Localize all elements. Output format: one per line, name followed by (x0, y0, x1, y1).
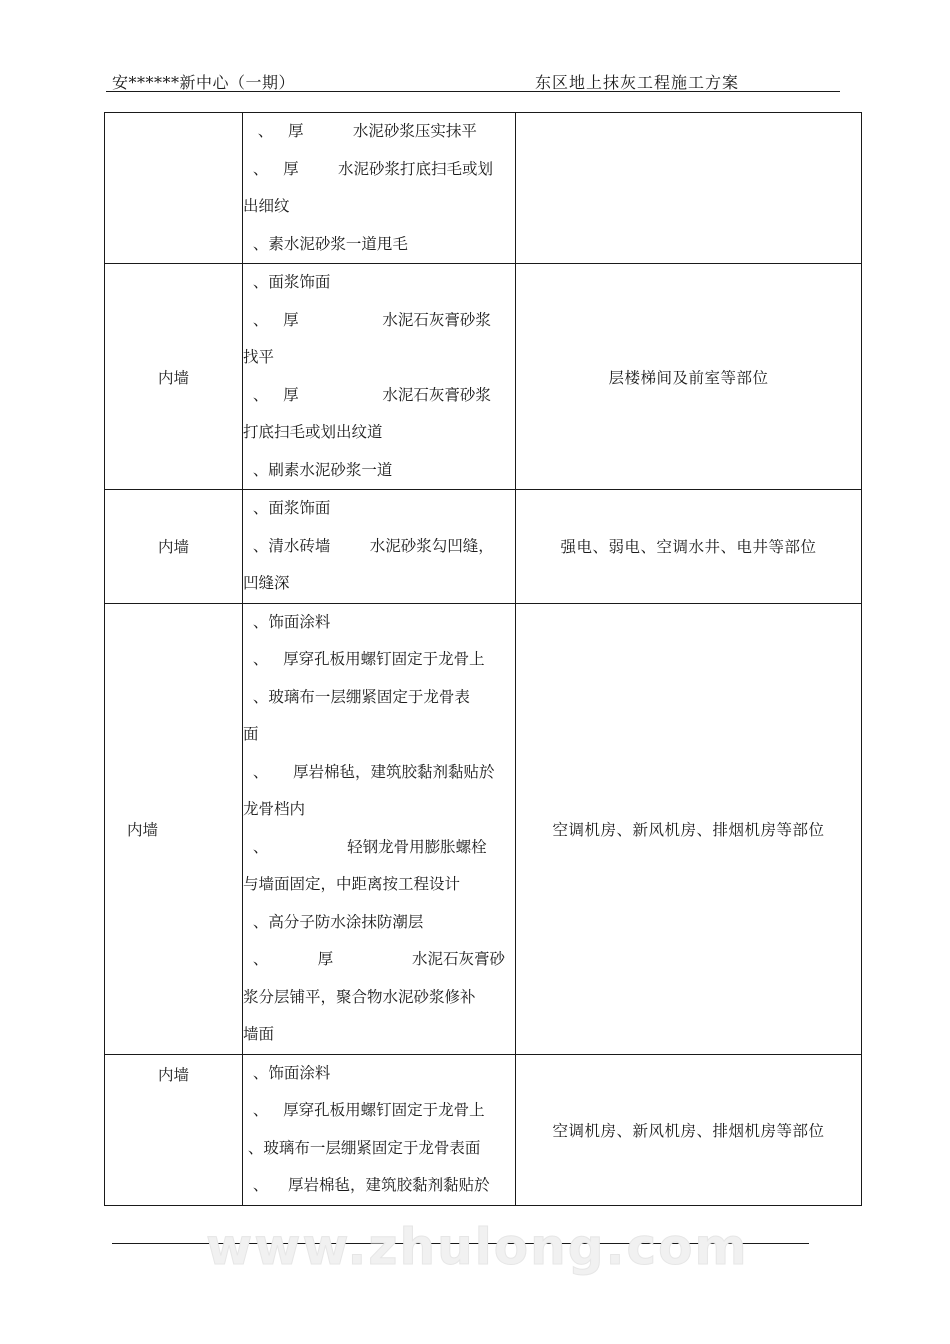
layer-line: 、 厚 水泥砂浆打底扫毛或划 (243, 159, 494, 178)
layer-line: 龙骨档内 (243, 800, 306, 818)
layer-line: 、素水泥砂浆一道甩毛 (243, 234, 408, 253)
layer-line: 找平 (243, 348, 275, 366)
layer-line: 、玻璃布一层绷紧固定于龙骨表面 (243, 1138, 481, 1157)
layer-line: 、 厚 水泥石灰膏砂浆 (243, 310, 491, 329)
watermark: www.zhulong.com (206, 1218, 749, 1276)
construction-layers-cell (243, 1054, 516, 1205)
applicable-area-cell: 空调机房、新风机房、排烟机房等部位 (516, 1054, 862, 1205)
construction-layers-cell (243, 264, 516, 490)
layer-line: 、 厚岩棉毡，建筑胶黏剂黏贴於 (243, 762, 495, 781)
table-row (105, 113, 862, 264)
table-row (105, 1054, 862, 1205)
layer-line: 、高分子防水涂抹防潮层 (243, 912, 424, 931)
location-cell: 内墙 (105, 264, 243, 490)
layer-line: 凹缝深 (243, 574, 290, 592)
header-divider (106, 91, 840, 92)
layer-line: 、 轻钢龙骨用膨胀螺栓 (243, 837, 487, 856)
location-cell: 内墙 (105, 603, 243, 1054)
layer-line: 、饰面涂料 (243, 612, 331, 631)
layer-line: 与墙面固定，中距离按工程设计 (243, 875, 461, 893)
layer-line: 、 厚穿孔板用螺钉固定于龙骨上 (243, 1101, 485, 1119)
construction-layers-cell (243, 490, 516, 604)
construction-layers-cell (243, 603, 516, 1054)
location-cell: 内墙 (105, 1054, 243, 1205)
layer-line: 、 厚 水泥砂浆压实抹平 (243, 122, 477, 140)
table-row (105, 603, 862, 1054)
layer-line: 浆分层铺平，聚合物水泥砂浆修补 (243, 987, 476, 1006)
plaster-spec-table (104, 112, 862, 1206)
applicable-area-cell: 空调机房、新风机房、排烟机房等部位 (516, 603, 862, 1054)
location-cell (105, 113, 243, 264)
table-row (105, 264, 862, 490)
location-cell: 内墙 (105, 490, 243, 604)
applicable-area-cell: 强电、弱电、空调水井、电井等部位 (516, 490, 862, 604)
layer-line: 打底扫毛或划出纹道 (243, 423, 383, 441)
layer-line: 、 厚穿孔板用螺钉固定于龙骨上 (243, 650, 485, 668)
layer-line: 、刷素水泥砂浆一道 (243, 460, 393, 479)
layer-line: 、玻璃布一层绷紧固定于龙骨表 (243, 687, 470, 706)
layer-line: 、面浆饰面 (243, 273, 331, 291)
construction-layers-cell (243, 113, 516, 264)
header-document-title: 东区地上抹灰工程施工方案 (535, 73, 740, 92)
layer-line: 、清水砖墙 水泥砂浆勾凹缝， (243, 536, 494, 555)
table-row (105, 490, 862, 604)
layer-line: 、面浆饰面 (243, 499, 331, 517)
layer-line: 、 厚 水泥石灰膏砂 (243, 950, 505, 968)
layer-line: 、饰面涂料 (243, 1063, 331, 1082)
header-project-name: 安******新中心（一期） (112, 73, 296, 92)
applicable-area-cell (516, 113, 862, 264)
applicable-area-cell: 层楼梯间及前室等部位 (516, 264, 862, 490)
layer-line: 、 厚 水泥石灰膏砂浆 (243, 385, 491, 404)
layer-line: 、 厚岩棉毡，建筑胶黏剂黏贴於 (243, 1176, 490, 1194)
layer-line: 面 (243, 725, 259, 743)
layer-line: 墙面 (243, 1025, 275, 1043)
layer-line: 出细纹 (243, 197, 290, 215)
